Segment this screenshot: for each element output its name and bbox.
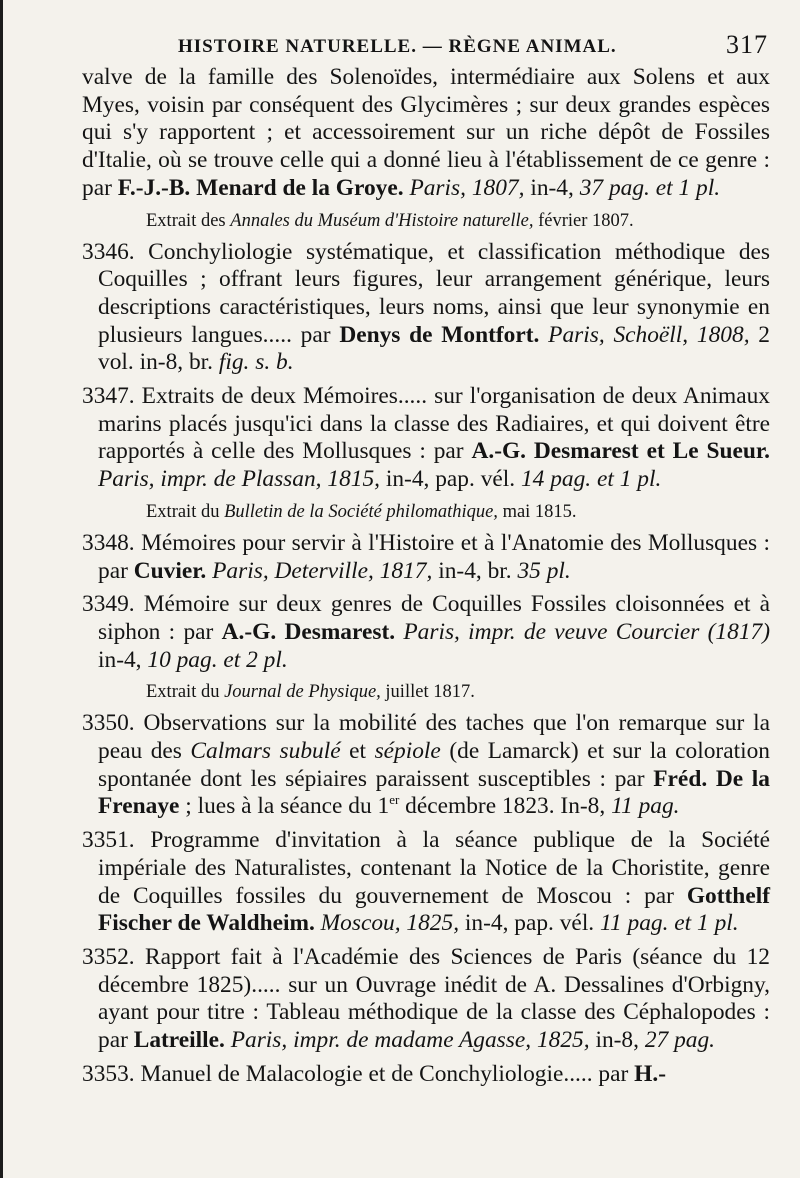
intro-extract-source: Annales du Muséum d'Histoire naturelle,: [230, 210, 534, 231]
intro-entry: [82, 64, 770, 203]
entry-text-4: décembre 1823. In-8,: [399, 793, 612, 820]
entry-text-2: (de Lamarck) et sur la coloration spontanée dont les sépiaires paraissent susceptibles : par: [98, 738, 770, 792]
entry-3348: [82, 530, 770, 585]
entry-publisher: Paris, impr. de Plassan, 1815,: [98, 466, 380, 493]
entry-pagination: 27 pag.: [644, 1027, 715, 1054]
intro-extract-date: février 1807.: [533, 210, 634, 231]
entry-3350: [82, 710, 770, 821]
entry-text: Extraits de deux Mémoires..... sur l'organisation de deux Animaux marins placés jusqu'ici dans la classe des Radiaires, et qui doivent être rapportés à celle des Mollusques : par: [98, 383, 770, 465]
entry-author: Denys de Montfort.: [339, 321, 540, 348]
entry-format: in-4, pap. vél.: [459, 910, 601, 937]
entry-number: 3349.: [82, 591, 135, 618]
entry-publisher: Paris, Schoëll, 1808,: [539, 321, 750, 348]
extract-source: Bulletin de la Société philomathique,: [224, 501, 498, 522]
entry-number: 3348.: [82, 529, 135, 556]
entry-text: Mémoire sur deux genres de Coquilles Fossiles cloisonnées et à siphon : par: [98, 591, 770, 645]
entry-3346: [82, 239, 770, 378]
entry-number: 3346.: [82, 238, 135, 265]
intro-text: valve de la famille des Solenoïdes, intermédiaire aux Solens et aux Myes, voisin par conséquent des Glycimères ; sur deux grandes espèces qui s'y rapportent ; et accessoirement sur un riche dépôt de Fossiles d'Italie, où se trouve celle qui a donné lieu à l'établissement de ce genre : par: [82, 64, 770, 201]
intro-publisher: Paris, 1807,: [409, 174, 525, 201]
header-title: HISTOIRE NATURELLE. — RÈGNE ANIMAL.: [178, 36, 617, 57]
entry-author: Latreille.: [133, 1027, 225, 1054]
intro-extract: [82, 209, 770, 233]
entry-author: Fréd. De la Frenaye: [98, 765, 770, 820]
entry-3349: [82, 591, 770, 674]
entry-text: Manuel de Malacologie et de Conchyliologie..... par: [134, 1060, 635, 1087]
entry-format: in-4, br.: [432, 557, 518, 584]
entry-conj: et: [340, 738, 375, 765]
entry-3353: [82, 1061, 770, 1089]
entry-text: Observations sur la mobilité des taches que l'on remarque sur la peau des: [98, 710, 770, 765]
page-edge: [0, 0, 3, 1178]
entry-publisher: Paris, impr. de madame Agasse, 1825,: [224, 1027, 590, 1054]
entry-number: 3353.: [82, 1060, 135, 1087]
entry-format: 2 vol. in-8, br.: [98, 321, 771, 376]
entry-3347: [82, 383, 770, 494]
entry-author: Gotthelf Fischer de Waldheim.: [98, 882, 770, 937]
intro-extract-pre: Extrait des: [146, 210, 231, 231]
entry-author: A.-G. Desmarest et Le Sueur.: [471, 438, 770, 465]
extract-pre: Extrait du: [146, 501, 225, 522]
entry-plates: 35 pl.: [517, 557, 571, 584]
intro-pagination: 37 pag. et 1 pl.: [579, 174, 721, 201]
entry-format: in-4,: [98, 646, 148, 673]
entry-superscript: er: [389, 792, 400, 808]
entry-pagination: 14 pag. et 1 pl.: [520, 466, 662, 493]
entry-text: Rapport fait à l'Académie des Sciences de Paris (séance du 12 décembre 1825)..... sur un Ouvrage inédit de A. Dessalines d'Orbigny, ayant pour titre : Tableau méthodique de la classe des Céphalopodes : par: [98, 943, 770, 1054]
entry-number: 3350.: [82, 710, 135, 737]
entry-3347-extract: [82, 500, 770, 524]
entry-text: Programme d'invitation à la séance publique de la Société impériale des Naturalistes, contenant la Notice de la Choristite, genre de Coquilles fossiles du gouvernement de Moscou : par: [98, 827, 770, 909]
entry-text: Mémoires pour servir à l'Histoire et à l'Anatomie des Mollusques : par: [98, 529, 770, 584]
entry-publisher: Moscou, 1825,: [314, 910, 460, 937]
entry-pagination: 10 pag. et 2 pl.: [147, 646, 288, 673]
entry-species-calmars: Calmars subulé: [190, 738, 341, 765]
entry-species-sepiole: sépiole: [374, 738, 441, 765]
intro-author: F.-J.-B. Menard de la Groye.: [117, 174, 404, 201]
intro-format: in-4,: [524, 174, 580, 201]
entry-author: A.-G. Desmarest.: [221, 618, 396, 645]
entry-text-3: ; lues à la séance du 1: [179, 793, 390, 820]
entry-author: Cuvier.: [133, 557, 207, 584]
entry-figures: fig. s. b.: [218, 349, 294, 376]
page-body: [82, 64, 770, 1089]
entry-pagination: 11 pag. et 1 pl.: [600, 910, 739, 937]
entry-publisher: Paris, Deterville, 1817,: [206, 557, 433, 584]
entry-text: Conchyliologie systématique, et classification méthodique des Coquilles ; offrant leurs figures, leur arrangement générique, leurs descriptions caractéristiques, leurs noms, ainsi que leur synonymie en plusieurs langues..... par: [98, 238, 770, 348]
extract-source: Journal de Physique,: [224, 682, 381, 703]
entry-format: in-4, pap. vél.: [380, 466, 521, 493]
entry-format: in-8,: [589, 1027, 645, 1054]
entry-publisher: Paris, impr. de veuve Courcier (1817): [395, 618, 770, 645]
entry-number: 3347.: [82, 383, 135, 410]
running-header: [178, 30, 768, 60]
entry-number: 3351.: [82, 827, 135, 854]
entry-author: H.-: [634, 1060, 666, 1087]
entry-3352: [82, 944, 770, 1055]
entry-pagination: 11 pag.: [611, 793, 680, 820]
entry-number: 3352.: [82, 943, 135, 970]
entry-3351: [82, 827, 770, 938]
extract-date: juillet 1817.: [380, 682, 475, 703]
page-number: 317: [726, 30, 768, 59]
extract-pre: Extrait du: [146, 682, 225, 703]
extract-date: mai 1815.: [497, 501, 577, 522]
entry-3349-extract: [82, 680, 770, 704]
